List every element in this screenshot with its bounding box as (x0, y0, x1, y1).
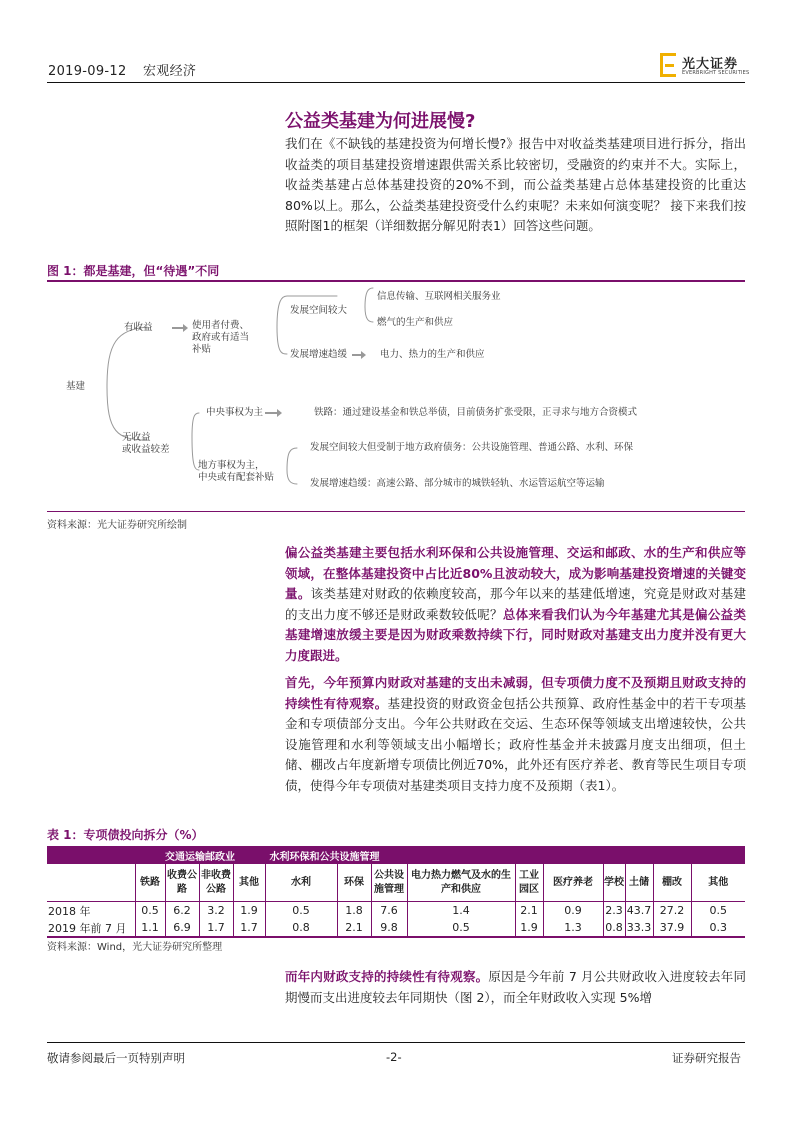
col-header: 非收费公路 (199, 864, 233, 902)
col-header: 公共设施管理 (371, 864, 407, 902)
group-header-water: 水利环保和公共设施管理 (265, 846, 407, 864)
table-cell: 0.5 (691, 902, 745, 920)
table-cell: 0.9 (543, 902, 603, 920)
table-cell: 1.4 (407, 902, 515, 920)
diagram-top-b1: 电力、热力的生产和供应 (380, 349, 485, 360)
header-divider (47, 82, 745, 83)
table-cell: 2.3 (603, 902, 625, 920)
figure-title: 图 1：都是基建，但“待遇”不同 (47, 264, 220, 278)
report-header (48, 60, 196, 79)
table-cell: 2.1 (337, 919, 371, 937)
table-cell: 6.9 (165, 919, 199, 937)
col-header: 收费公路 (165, 864, 199, 902)
table-cell: 1.1 (135, 919, 165, 937)
diagram-bottom-branch (122, 432, 170, 456)
table-row (47, 919, 745, 937)
paragraph-3 (285, 673, 746, 796)
diagram-bottom-d2: 发展增速趋缓：高速公路、部分城市的城铁轻轨、水运管运航空等运输 (310, 478, 605, 489)
paragraph-4-bold: 而年内财政支持的持续性有待观察。 (285, 969, 489, 984)
connector-root-top (107, 327, 147, 387)
section-title: 公益类基建为何进展慢? (285, 111, 476, 132)
arrow-top-mid (172, 324, 188, 332)
logo-mark-icon (660, 53, 676, 77)
paragraph-2-bold-1: 偏公益类基建主要包括水利环保和公共设施管理、交运和邮政、水的生产和供应等领域，在整体基建投资中占比近80%且波动较大，成为影响基建投资增速的关键变量。 (285, 545, 746, 601)
group-header-transport: 交通运输邮政业 (135, 846, 265, 864)
table-cell: 9.8 (371, 919, 407, 937)
diagram-top-a2: 燃气的生产和供应 (377, 317, 454, 328)
connector-top-b (277, 327, 287, 354)
diagram-top-a1: 信息传输、互联网相关服务业 (377, 291, 501, 302)
table-cell: 43.7 (625, 902, 653, 920)
page-number: -2- (386, 1050, 402, 1064)
table-cell: 1.7 (199, 919, 233, 937)
table-cell: 6.2 (165, 902, 199, 920)
diagram-top-mid-line: 补贴 (192, 344, 212, 355)
table-cell: 1.3 (543, 919, 603, 937)
paragraph-4-text: 原因是今年前 7 月公共财政收入进度较去年同期慢而支出进度较去年同期快（图 2），而全年财政收入实现 5%增 (285, 969, 746, 1005)
diagram-bottom-d1: 发展空间较大但受制于地方政府债务：公共设施管理、普通公路、水利、环保 (310, 442, 634, 453)
diagram-top-mid-line: 政府或有适当 (192, 332, 250, 343)
connector-a1 (365, 288, 373, 307)
col-header: 其他 (691, 864, 745, 902)
table-group-row (47, 846, 745, 864)
diagram-bottom-branch-line: 无收益 (122, 432, 151, 443)
col-header: 水利 (265, 864, 337, 902)
diagram-bottom-d-line: 中央或有配套补贴 (198, 472, 275, 483)
col-header: 学校 (603, 864, 625, 902)
paragraph-3-bold: 首先，今年预算内财政对基建的支出未减弱，但专项债力度不及预期且财政支持的持续性有待观察。 (285, 675, 746, 711)
table-cell: 7.6 (371, 902, 407, 920)
report-section: 宏观经济 (143, 64, 197, 79)
arrow-top-b1 (352, 351, 366, 359)
paragraph-4 (285, 967, 746, 1008)
table-cell: 37.9 (653, 919, 691, 937)
table-cell: 1.9 (233, 902, 265, 920)
table-cell: 27.2 (653, 902, 691, 920)
diagram-bottom-c1: 铁路：通过建设基金和铁总举债，目前债务扩张受限，正寻求与地方合资模式 (314, 407, 638, 418)
col-header: 医疗养老 (543, 864, 603, 902)
footer-divider (47, 1042, 745, 1043)
arrow-bottom-c1 (265, 409, 282, 417)
col-header: 铁路 (135, 864, 165, 902)
report-date: 2019-09-12 (48, 64, 127, 79)
table-header-row (47, 864, 745, 902)
brand-logo (660, 53, 750, 79)
row-label: 2019 年前 7 月 (47, 919, 135, 937)
table-cell: 3.2 (199, 902, 233, 920)
paragraph-2-text: 该类基建对财政的依赖度较高，那今年以来的基建低增速，究竟是财政对基建的支出力度不够还是财政乘数较低呢？ (285, 586, 746, 622)
connector-d2 (287, 470, 297, 484)
diagram-bottom-c: 中央事权为主 (206, 407, 264, 418)
diagram-top-b: 发展增速趋缓 (290, 349, 348, 360)
table-row (47, 902, 745, 920)
table-cell: 1.7 (233, 919, 265, 937)
table-source: 资料来源：Wind，光大证券研究所整理 (47, 942, 223, 953)
col-header: 其他 (233, 864, 265, 902)
diagram-top-mid (192, 320, 249, 356)
figure-source: 资料来源：光大证券研究所绘制 (47, 520, 187, 531)
row-label: 2018 年 (48, 904, 91, 918)
diagram-root: 基建 (66, 381, 86, 392)
table-cell: 1.8 (337, 902, 371, 920)
table-title: 表 1：专项债投向拆分（%） (47, 828, 204, 842)
col-header: 工业园区 (515, 864, 543, 902)
connector-d1 (287, 448, 297, 470)
table-cell: 0.5 (135, 902, 165, 920)
diagram-bottom-d-line: 地方事权为主， (198, 460, 265, 471)
footer-disclaimer: 敬请参阅最后一页特别声明 (47, 1051, 185, 1065)
table-cell: 0.8 (265, 919, 337, 937)
col-header: 环保 (337, 864, 371, 902)
diagram-bottom-d (198, 460, 274, 484)
table-cell: 0.3 (691, 919, 745, 937)
allocation-table (47, 846, 745, 938)
paragraph-2-bold-2: 总体来看我们认为今年基建尤其是偏公益类基建增速放缓主要是因为财政乘数持续下行，同时财政对基建支出力度并没有更大力度跟进。 (285, 606, 746, 663)
table-cell: 2.1 (515, 902, 543, 920)
table-cell: 0.5 (407, 919, 515, 937)
col-header: 土储 (625, 864, 653, 902)
diagram-top-a: 发展空间较大 (290, 305, 348, 316)
table-cell: 0.8 (603, 919, 625, 937)
paragraph-2 (285, 543, 746, 666)
col-header: 棚改 (653, 864, 691, 902)
paragraph-3-text: 基建投资的财政资金包括公共预算、政府性基金中的若干专项基金和专项债部分支出。今年公共财政在交运、生态环保等领域支出增速较快，公共设施管理和水利等领域支出小幅增长；政府性基金并未披露月度支出细项，但土储、棚改占年度新增专项债比例近70%，此外还有医疗养老、教育等民生项目专项债，使得今年专项债对基建类项目支持力度不及预期（表1）。 (285, 695, 746, 793)
table-cell: 0.5 (265, 902, 337, 920)
col-header: 电力热力燃气及水的生产和供应 (407, 864, 515, 902)
diagram-top-mid-line: 使用者付费、 (192, 320, 250, 331)
figure-bottom-rule (47, 511, 745, 512)
diagram-top-branch: 有收益 (124, 322, 153, 333)
logo-name: 光大证券 (682, 57, 739, 72)
table-cell: 33.3 (625, 919, 653, 937)
footer-report-type: 证券研究报告 (672, 1051, 741, 1065)
diagram-bottom-branch-line: 或收益较差 (122, 444, 170, 455)
table-cell: 1.9 (515, 919, 543, 937)
logo-subtitle: EVERBRIGHT SECURITIES (682, 70, 750, 76)
connector-a2 (365, 307, 373, 322)
connector-bottom-c (192, 413, 199, 437)
intro-paragraph: 我们在《不缺钱的基建投资为何增长慢?》报告中对收益类基建项目进行拆分，指出收益类的项目基建投资增速跟供需关系比较密切，受融资的约束并不大。实际上，收益类基建占总体基建投资的20%不到，而公益类基建占总体基建投资的比重达80%以上。那么，公益类基建投资受什么约束呢？未来如何演变呢？ 接下来我们按照附图1的框架（详细数据分解见附表1）回答这些问题。 (285, 136, 746, 233)
